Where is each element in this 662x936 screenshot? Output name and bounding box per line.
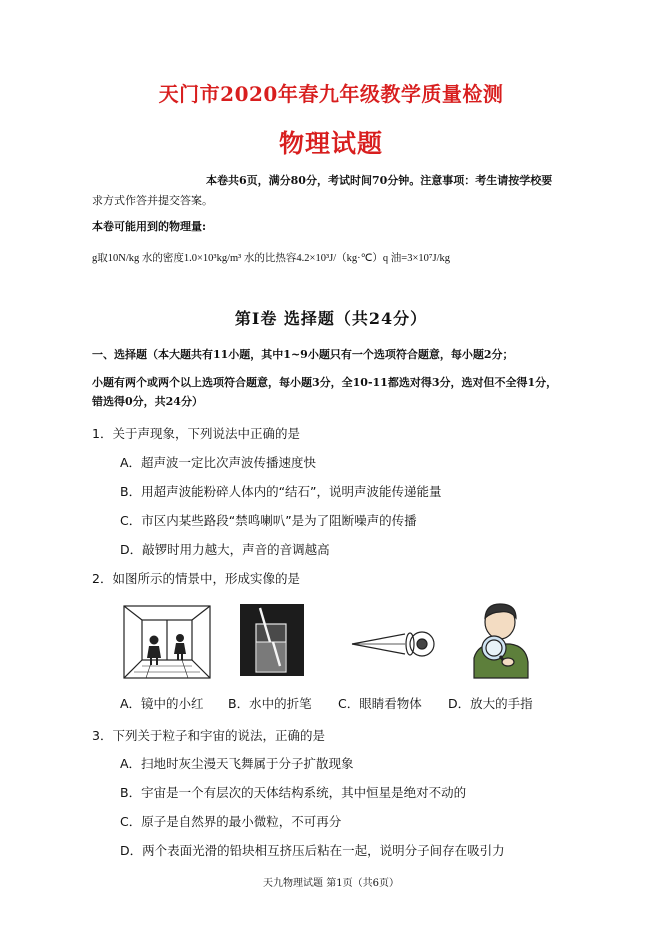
question-2-option-c: C．眼睛看物体 — [338, 696, 422, 711]
question-1-option-c: C．市区内某些路段“禁鸣喇叭”是为了阻断噪声的传播 — [120, 513, 417, 528]
question-2-stem: 2．如图所示的情景中，形成实像的是 — [92, 571, 300, 586]
question-1-option-d: D．敲锣时用力越大，声音的音调越高 — [120, 542, 330, 557]
eye-lens-figure — [350, 624, 440, 664]
exam-title: 天门市2020年春九年级教学质量检测 — [158, 82, 504, 106]
question-3-option-c: C．原子是自然界的最小微粒，不可再分 — [120, 814, 342, 829]
page-footer: 天九物理试题 第1页（共6页） — [263, 878, 399, 889]
question-1-stem: 1．关于声现象，下列说法中正确的是 — [92, 426, 300, 441]
exam-subtitle: 物理试题 — [278, 129, 383, 158]
question-1-option-b: B．用超声波能粉碎人体内的“结石”，说明声波能传递能量 — [120, 484, 442, 499]
question-3-option-a: A．扫地时灰尘漫天飞舞属于分子扩散现象 — [120, 756, 354, 771]
question-2-option-a: A．镜中的小红 — [120, 696, 204, 711]
section-instruction-2: 小题有两个或两个以上选项符合题意，每小题3分，全10-11都选对得3分，选对但不全得1分， — [92, 376, 558, 389]
section-title: 第Ⅰ卷 选择题（共24分） — [234, 309, 428, 328]
notice-line-1: 本卷共6页，满分80分，考试时间70分钟。注意事项：考生请按学校要 — [206, 174, 553, 187]
mirror-scene-figure — [122, 604, 214, 680]
magnifier-boy-figure — [464, 600, 534, 680]
pencil-in-water-figure — [240, 604, 304, 676]
question-3-option-d: D．两个表面光滑的铅块相互挤压后粘在一起，说明分子间存在吸引力 — [120, 843, 505, 858]
question-3-stem: 3．下列关于粒子和宇宙的说法，正确的是 — [92, 728, 325, 743]
section-instruction-3: 错选得0分，共24分） — [92, 395, 203, 408]
section-instruction-1: 一、选择题（本大题共有11小题，其中1~9小题只有一个选项符合题意，每小题2分； — [92, 348, 514, 361]
notice-line-2: 求方式作答并提交答案。 — [92, 194, 213, 207]
question-2-option-b: B．水中的折笔 — [228, 696, 312, 711]
question-1-option-a: A．超声波一定比次声波传播速度快 — [120, 455, 317, 470]
reference-heading: 本卷可能用到的物理量: — [92, 220, 207, 233]
question-3-option-b: B．宇宙是一个有层次的天体结构系统，其中恒星是绝对不动的 — [120, 785, 467, 800]
physical-constants: g取10N/kg 水的密度1.0×10³kg/m³ 水的比热容4.2×10³J/（kg·℃）q 油=3×10⁷J/kg — [92, 253, 451, 264]
question-2-option-d: D．放大的手指 — [448, 696, 533, 711]
